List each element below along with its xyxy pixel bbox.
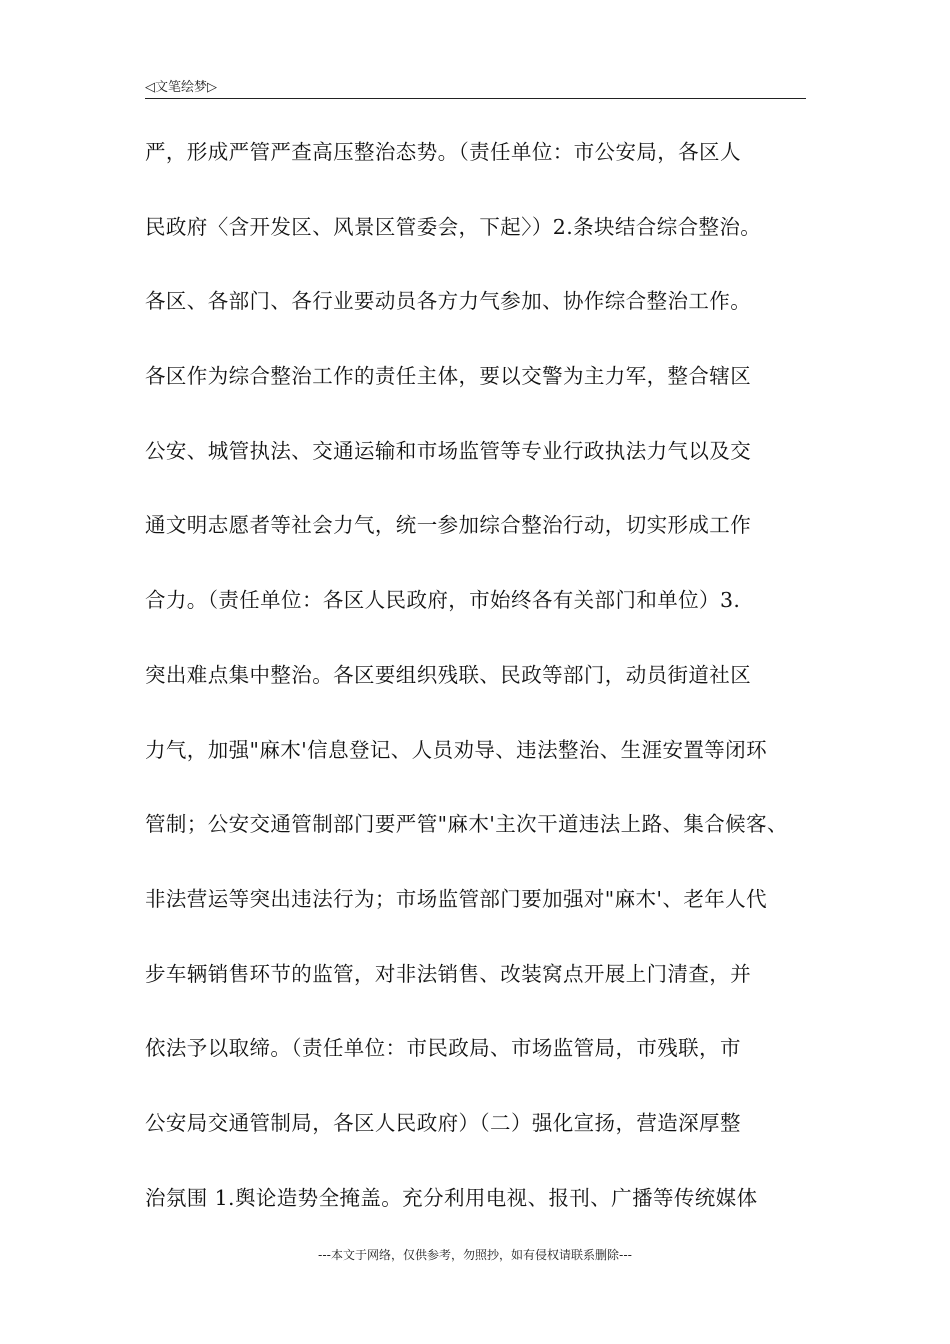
text-line: 步车辆销售环节的监管，对非法销售、改装窝点开展上门清查，并 bbox=[145, 961, 752, 986]
text-line: 严，形成严管严查高压整治态势。（责任单位：市公安局，各区人 bbox=[145, 140, 741, 164]
text-line: 治氛围 1.舆论造势全掩盖。充分利用电视、报刊、广播等传统媒体 bbox=[145, 1185, 758, 1210]
text-line: 力气，加强"麻木'信息登记、人员劝导、违法整治、生涯安置等闭环 bbox=[145, 737, 767, 762]
page-header bbox=[145, 74, 806, 99]
document-body bbox=[145, 127, 825, 1247]
text-line: 管制；公安交通管制部门要严管"麻木'主次干道违法上路、集合候客、 bbox=[145, 812, 788, 837]
text-line: 非法营运等突出违法行为；市场监管部门要加强对"麻木'、老年人代 bbox=[145, 886, 767, 911]
text-line: 依法予以取缔。（责任单位：市民政局、市场监管局，市残联，市 bbox=[145, 1036, 741, 1061]
text-line: 突出难点集中整治。各区要组织残联、民政等部门，动员街道社区 bbox=[145, 662, 752, 687]
text-line: 各区作为综合整治工作的责任主体，要以交警为主力军，整合辖区 bbox=[145, 364, 752, 389]
text-line: 通文明志愿者等社会力气，统一参加综合整治行动，切实形成工作 bbox=[145, 513, 752, 538]
text-line: 公安、城管执法、交通运输和市场监管等专业行政执法力气以及交 bbox=[145, 438, 752, 463]
text-line: 公安局交通管制局，各区人民政府）（二）强化宣扬，营造深厚整 bbox=[145, 1110, 741, 1135]
page-footer: ---本文于网络，仅供参考，勿照抄，如有侵权请联系删除--- bbox=[318, 1248, 632, 1262]
header-title: ◁文笔绘梦▷ bbox=[145, 80, 217, 95]
text-line: 合力。（责任单位：各区人民政府，市始终各有关部门和单位）3. bbox=[145, 588, 741, 613]
text-line: 民政府〈含开发区、风景区管委会，下起〉）2.条块结合综合整治。 bbox=[145, 214, 762, 239]
text-line: 各区、各部门、各行业要动员各方力气参加、协作综合整治工作。 bbox=[145, 289, 752, 314]
